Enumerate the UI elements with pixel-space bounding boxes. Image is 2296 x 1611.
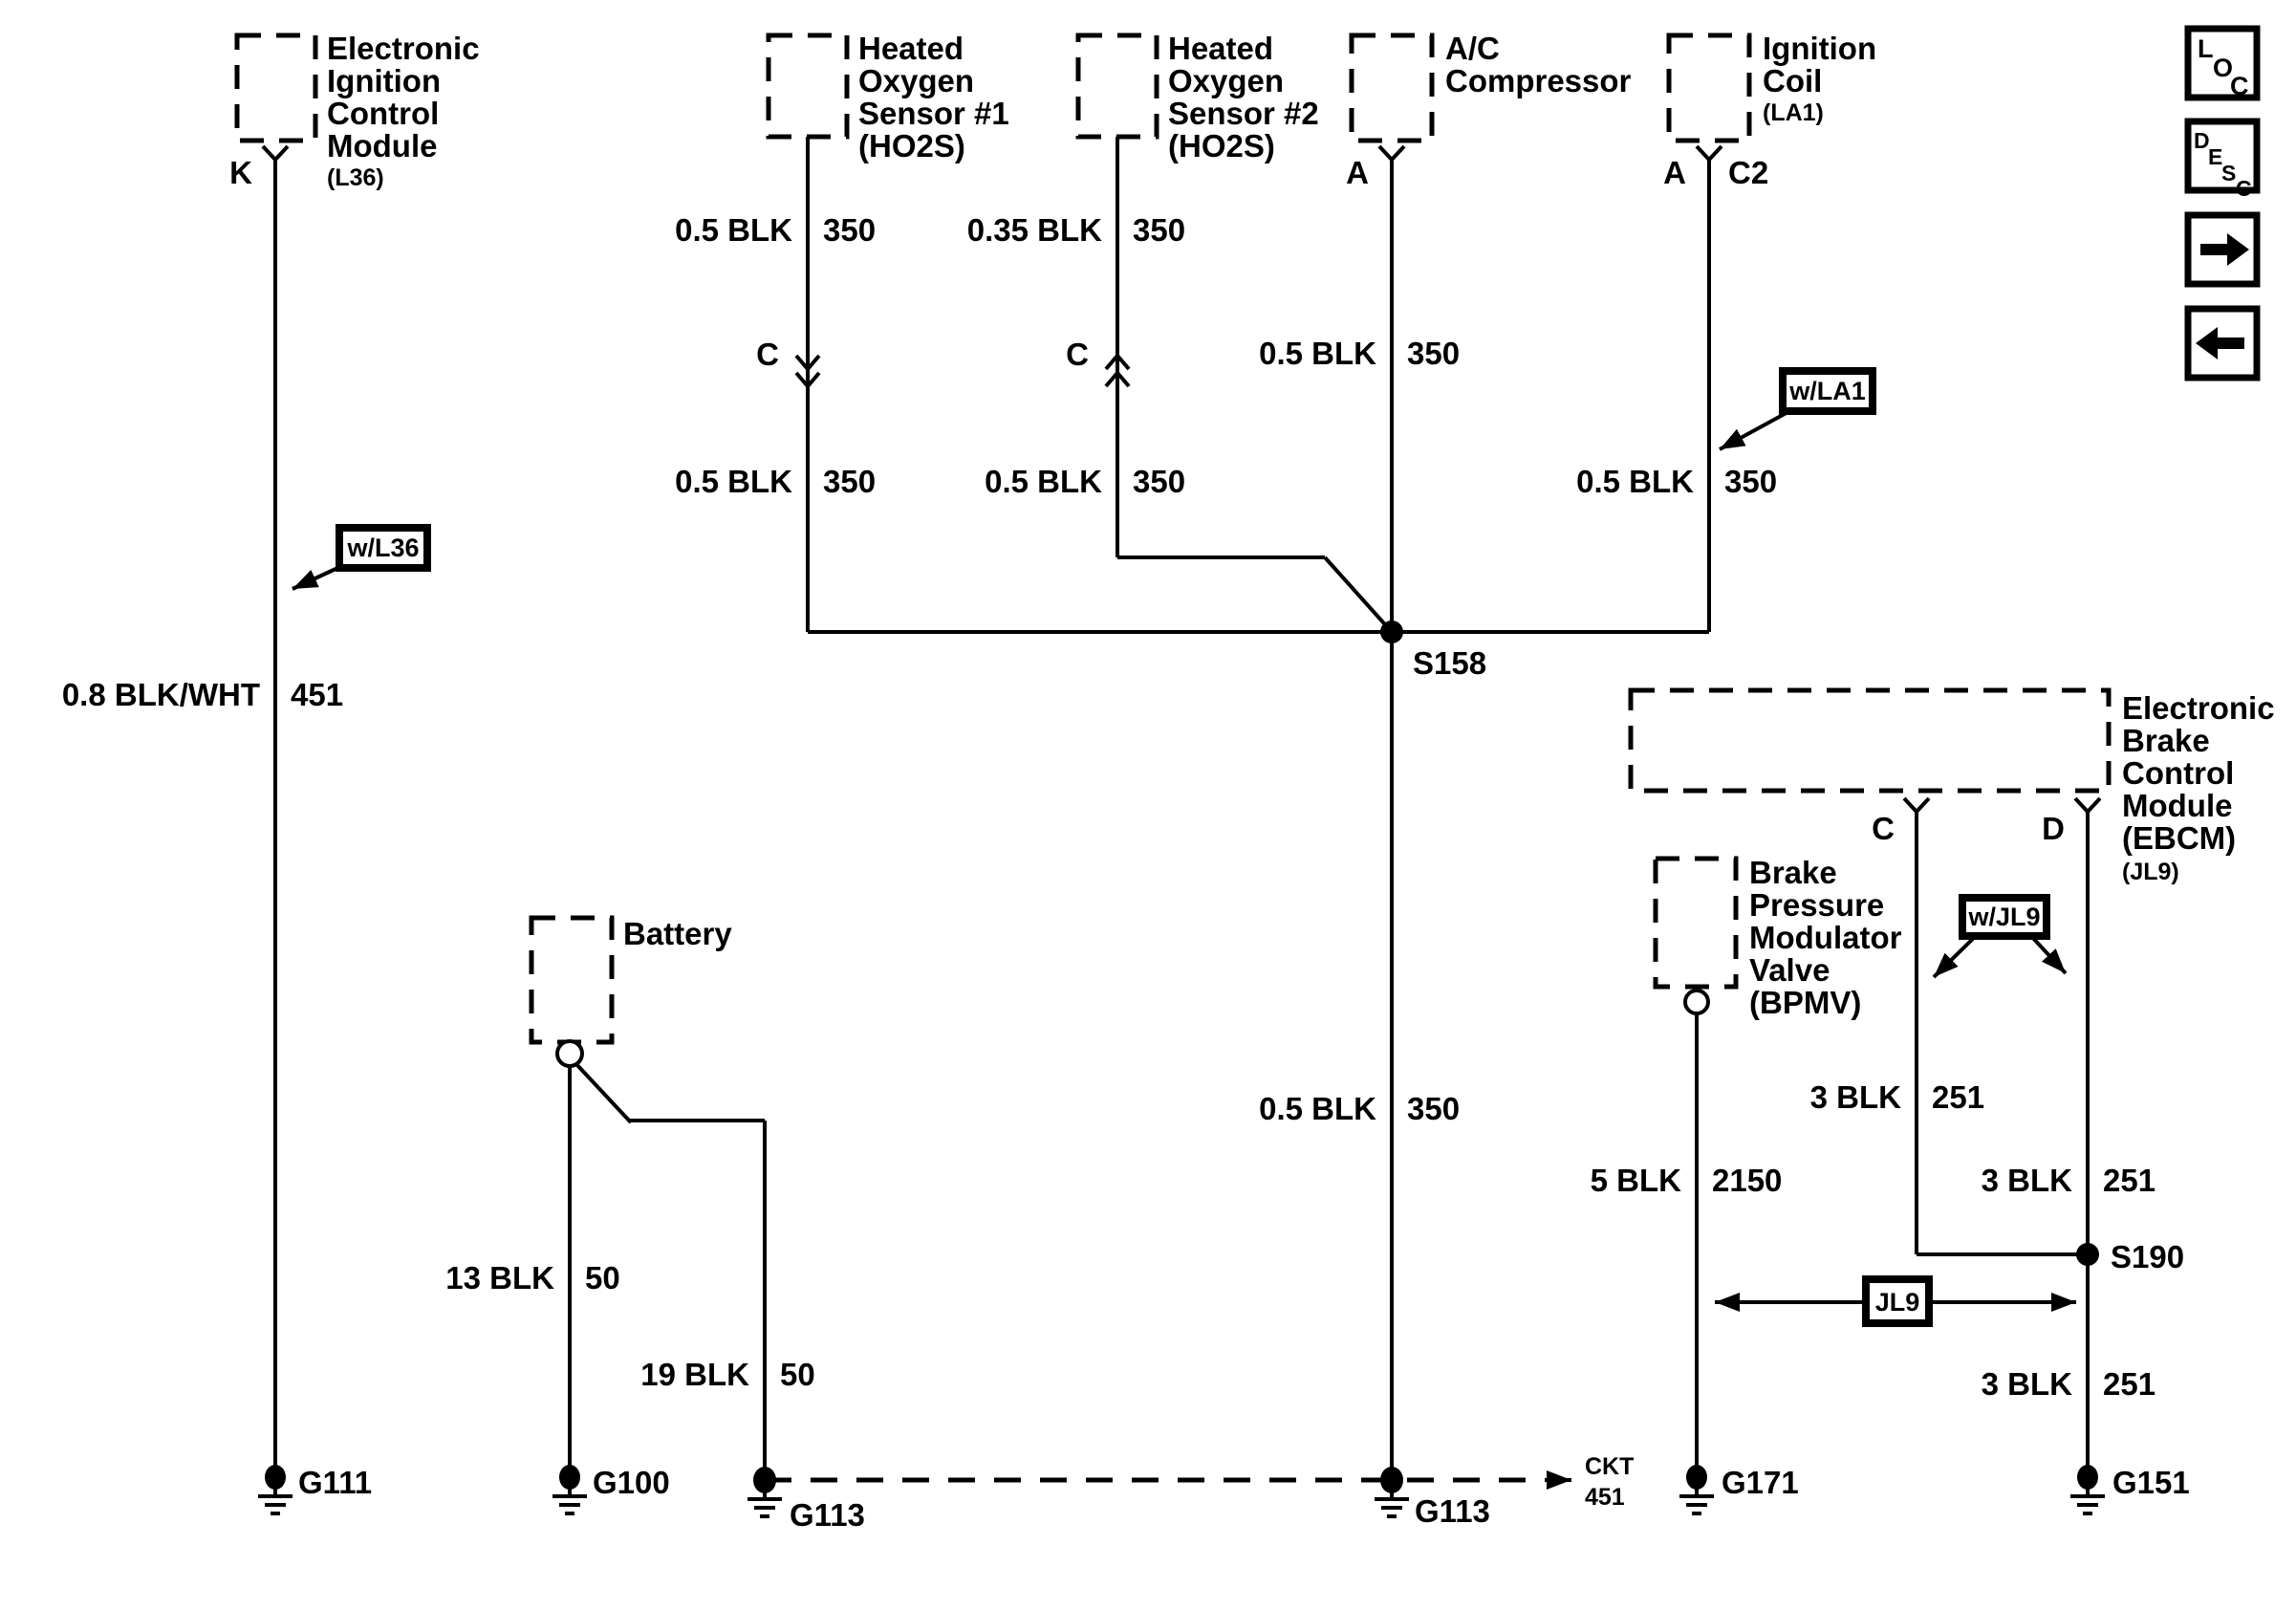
ebcm-label-line: (EBCM) [2122, 820, 2237, 856]
desc-button[interactable] [2188, 121, 2257, 201]
ref-w-jl9-label: w/JL9 [1968, 903, 2041, 931]
coil-label-line: Ignition [1763, 31, 1877, 66]
ho2s2-label-line: Oxygen [1168, 63, 1285, 98]
wire-spec: 0.8 BLK/WHT [61, 677, 260, 712]
ref-w-la1-label: w/LA1 [1789, 377, 1866, 405]
wire-circuit: 2150 [1712, 1163, 1783, 1198]
coil-pin-label: A [1663, 155, 1686, 190]
wire-circuit: 50 [585, 1260, 620, 1295]
bpmv-label-line: Modulator [1749, 920, 1902, 955]
ecm-label-line: Control [327, 96, 440, 131]
wire-spec: 0.5 BLK [1259, 336, 1376, 371]
loc-button[interactable] [2188, 29, 2257, 100]
ac-pin-label: A [1346, 155, 1369, 190]
ebcm-label-line: Control [2122, 755, 2235, 791]
ebcm-label-line: Brake [2122, 723, 2210, 758]
ebcm-pin-d-label: D [2042, 811, 2065, 846]
wire-spec: 0.5 BLK [675, 464, 792, 499]
ho2s1-label-line: Heated [858, 31, 964, 66]
wire-spec: 0.5 BLK [1259, 1091, 1376, 1126]
ground-label: G151 [2112, 1465, 2190, 1500]
wire-circuit: 350 [1407, 336, 1461, 371]
wire-circuit: 350 [823, 212, 877, 248]
ground-label: G100 [593, 1465, 670, 1500]
ground-label: G171 [1722, 1465, 1799, 1500]
ckt-label-line1: CKT [1585, 1453, 1635, 1480]
splice-s158-label: S158 [1413, 645, 1487, 681]
ebcm-label-line: Electronic [2122, 690, 2275, 726]
wire-circuit: 251 [2103, 1163, 2156, 1198]
ho2s2-label-line: (HO2S) [1168, 128, 1275, 163]
ecm-label-line: Electronic [327, 31, 480, 66]
ac-label-line: A/C [1445, 31, 1500, 66]
ref-jl9-label: JL9 [1874, 1288, 1920, 1317]
wire-spec: 5 BLK [1590, 1163, 1681, 1198]
splice-s158-dot [1380, 620, 1403, 643]
ho2s1-label-line: Sensor #1 [858, 96, 1009, 131]
ebcm-pin-c-label: C [1872, 811, 1895, 846]
ground-label: G113 [1415, 1493, 1490, 1529]
ho2s1-label-line: Oxygen [858, 63, 975, 98]
wire-circuit: 50 [780, 1357, 815, 1392]
wire-spec: 3 BLK [1981, 1163, 2072, 1198]
splice-s190-label: S190 [2111, 1239, 2185, 1274]
ref-w-l36-label: w/L36 [347, 533, 420, 562]
ho2s2-label-line: Sensor #2 [1168, 96, 1319, 131]
wire-circuit: 350 [823, 464, 877, 499]
bpmv-label-line: Pressure [1749, 887, 1885, 923]
battery-label: Battery [623, 916, 732, 951]
wire-circuit: 350 [1133, 464, 1186, 499]
wire-spec: 0.5 BLK [1576, 464, 1694, 499]
wire-spec: 0.5 BLK [675, 212, 792, 248]
wire-circuit: 350 [1407, 1091, 1461, 1126]
bpmv-label-line: Valve [1749, 952, 1830, 988]
coil-label-line: Coil [1763, 63, 1823, 98]
ac-label-line: Compressor [1445, 63, 1632, 98]
wire-spec: 0.5 BLK [985, 464, 1102, 499]
ground-label: G113 [790, 1497, 865, 1533]
bpmv-label-line: (BPMV) [1749, 985, 1862, 1020]
wire-circuit: 350 [1133, 212, 1186, 248]
ho2s2-inline-connector-label: C [1066, 337, 1089, 372]
wire-spec: 19 BLK [640, 1357, 749, 1392]
wire-circuit: 350 [1724, 464, 1778, 499]
bpmv-label-line: Brake [1749, 855, 1837, 890]
wire-circuit: 451 [291, 677, 344, 712]
loc-icon: L O C [2198, 34, 2249, 100]
ecm-pin-label: K [229, 155, 252, 190]
wire-spec: 3 BLK [1809, 1079, 1901, 1115]
wire-spec: 3 BLK [1981, 1366, 2072, 1402]
ho2s1-inline-connector-label: C [756, 337, 779, 372]
wire-spec: 13 BLK [445, 1260, 554, 1295]
desc-icon: D E S C [2194, 128, 2252, 201]
ground-label: G111 [298, 1465, 373, 1500]
ho2s2-label-line: Heated [1168, 31, 1274, 66]
wire-circuit: 251 [1932, 1079, 1985, 1115]
back-button[interactable] [2188, 309, 2257, 378]
ho2s1-label-line: (HO2S) [858, 128, 965, 163]
ecm-label-line: Ignition [327, 63, 442, 98]
next-button[interactable] [2188, 215, 2257, 284]
battery-terminal [557, 1041, 582, 1066]
wire-circuit: 251 [2103, 1366, 2156, 1402]
ckt-label-line2: 451 [1585, 1484, 1625, 1511]
coil-code: (LA1) [1763, 99, 1824, 126]
bpmv-terminal [1685, 991, 1708, 1013]
ecm-code: (L36) [327, 164, 384, 191]
wire-spec: 0.35 BLK [966, 212, 1102, 248]
ebcm-code: (JL9) [2122, 859, 2179, 885]
splice-s190-dot [2076, 1243, 2099, 1266]
coil-connector-label: C2 [1728, 155, 1769, 190]
ebcm-label-line: Module [2122, 788, 2233, 823]
ecm-label-line: Module [327, 128, 438, 163]
